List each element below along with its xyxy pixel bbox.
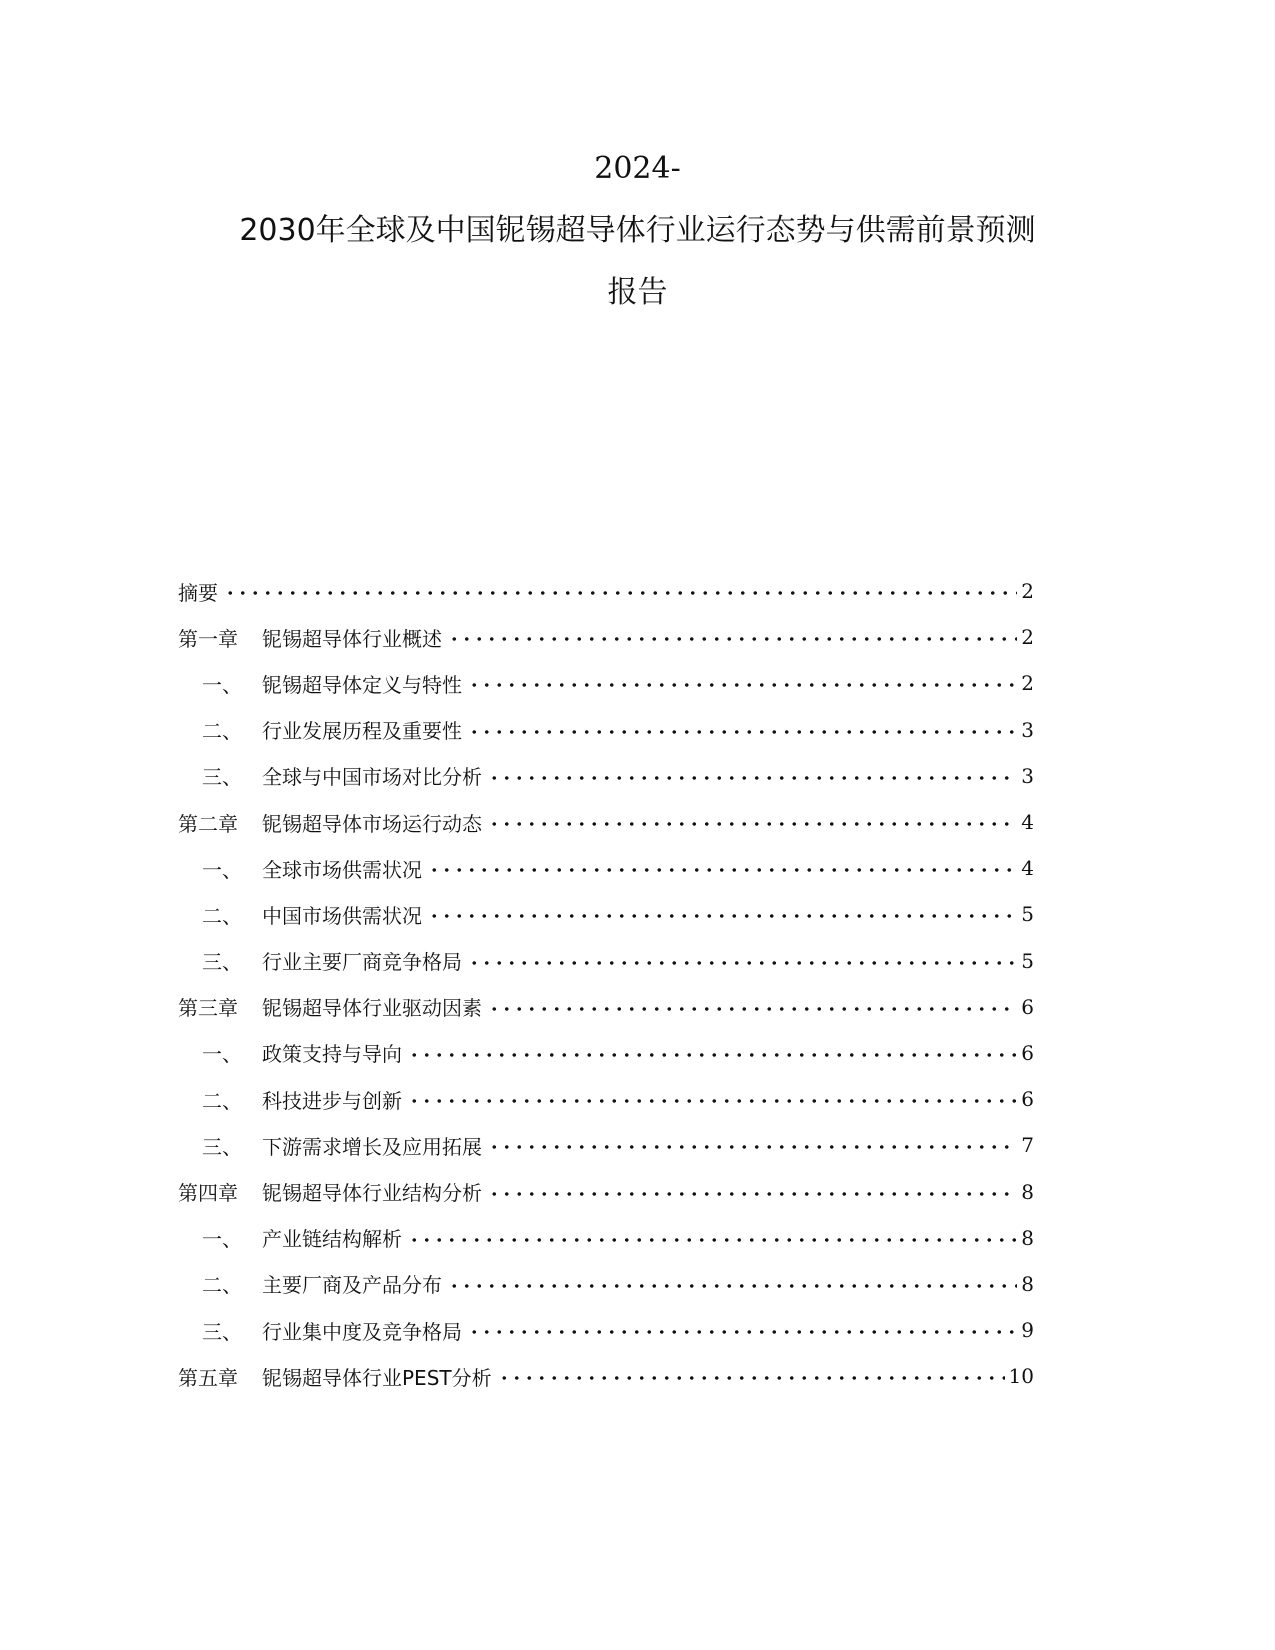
dot-leader [468, 1322, 1017, 1342]
dot-leader [488, 999, 1017, 1019]
toc-entry-page-number: 8 [1021, 1179, 1034, 1204]
toc-entry-title: 铌锡超导体行业驱动因素 [262, 996, 482, 1021]
toc-entry[interactable] [178, 1307, 1034, 1353]
dot-leader [488, 1184, 1017, 1204]
dot-leader [488, 814, 1017, 834]
dot-leader [224, 583, 1017, 603]
toc-entry-number: 第四章 [178, 1181, 238, 1206]
toc-entry-title: 政策支持与导向 [262, 1042, 402, 1067]
title-line-1: 2024- [594, 151, 681, 186]
dot-leader [488, 1137, 1017, 1157]
table-of-contents [178, 568, 1034, 1399]
toc-entry-number: 一、 [202, 1042, 242, 1067]
dot-leader [498, 1368, 1005, 1388]
toc-entry[interactable] [178, 614, 1034, 660]
toc-entry-title: 行业集中度及竞争格局 [262, 1319, 462, 1344]
toc-entry-page-number: 9 [1021, 1318, 1034, 1343]
dot-leader [408, 1230, 1017, 1250]
report-title [0, 138, 1275, 324]
toc-entry-number: 二、 [202, 719, 242, 744]
toc-entry-page-number: 8 [1021, 1225, 1034, 1250]
toc-entry-number: 第一章 [178, 626, 238, 651]
toc-entry-title: 科技进步与创新 [262, 1088, 402, 1113]
toc-entry-number: 第三章 [178, 996, 238, 1021]
toc-entry-title: 铌锡超导体市场运行动态 [262, 811, 482, 836]
toc-entry-title: 铌锡超导体行业概述 [262, 626, 442, 651]
toc-entry-page-number: 5 [1021, 902, 1034, 927]
toc-entry-number: 二、 [202, 1088, 242, 1113]
dot-leader [448, 1276, 1017, 1296]
toc-entry-number: 二、 [202, 903, 242, 928]
toc-entry-number: 二、 [202, 1273, 242, 1298]
toc-entry-page-number: 2 [1021, 579, 1034, 604]
toc-entry-page-number: 8 [1021, 1271, 1034, 1296]
toc-entry-title: 全球与中国市场对比分析 [262, 765, 482, 790]
toc-entry-number: 三、 [202, 1319, 242, 1344]
toc-entry-page-number: 6 [1021, 994, 1034, 1019]
toc-entry[interactable] [178, 1261, 1034, 1307]
dot-leader [408, 1091, 1017, 1111]
toc-entry-title: 铌锡超导体行业PEST分析 [262, 1365, 492, 1390]
dot-leader [428, 860, 1017, 880]
toc-entry-number: 第五章 [178, 1365, 238, 1390]
toc-entry-title: 全球市场供需状况 [262, 857, 422, 882]
toc-entry-title: 铌锡超导体定义与特性 [262, 672, 462, 697]
dot-leader [468, 953, 1017, 973]
toc-entry-number: 三、 [202, 765, 242, 790]
toc-entry-page-number: 4 [1021, 810, 1034, 835]
toc-entry[interactable] [178, 753, 1034, 799]
toc-entry-page-number: 5 [1021, 948, 1034, 973]
toc-entry[interactable] [178, 707, 1034, 753]
title-line-2: 2030年全球及中国铌锡超导体行业运行态势与供需前景预测 [239, 213, 1036, 248]
toc-entry-title: 产业链结构解析 [262, 1227, 402, 1252]
dot-leader [468, 722, 1017, 742]
toc-entry[interactable] [178, 1168, 1034, 1214]
toc-entry-page-number: 3 [1021, 763, 1034, 788]
toc-entry[interactable] [178, 568, 1034, 614]
dot-leader [448, 629, 1017, 649]
toc-entry-title: 摘要 [178, 580, 218, 605]
toc-entry-page-number: 2 [1021, 625, 1034, 650]
toc-entry[interactable] [178, 984, 1034, 1030]
toc-entry-title: 行业主要厂商竞争格局 [262, 950, 462, 975]
toc-entry[interactable] [178, 1076, 1034, 1122]
toc-entry-number: 一、 [202, 857, 242, 882]
toc-entry-title: 中国市场供需状况 [262, 903, 422, 928]
toc-entry-number: 三、 [202, 1134, 242, 1159]
dot-leader [408, 1045, 1017, 1065]
toc-entry-page-number: 10 [1008, 1364, 1034, 1389]
toc-entry[interactable] [178, 1122, 1034, 1168]
toc-entry-number: 第二章 [178, 811, 238, 836]
toc-entry-page-number: 6 [1021, 1040, 1034, 1065]
toc-entry-title: 铌锡超导体行业结构分析 [262, 1181, 482, 1206]
toc-entry-page-number: 6 [1021, 1087, 1034, 1112]
toc-entry-number: 一、 [202, 672, 242, 697]
toc-entry-number: 三、 [202, 950, 242, 975]
toc-entry-page-number: 4 [1021, 856, 1034, 881]
toc-entry[interactable] [178, 1215, 1034, 1261]
dot-leader [488, 768, 1017, 788]
toc-entry-title: 主要厂商及产品分布 [262, 1273, 442, 1298]
toc-entry[interactable] [178, 845, 1034, 891]
dot-leader [428, 906, 1017, 926]
toc-entry-page-number: 7 [1021, 1133, 1034, 1158]
toc-entry[interactable] [178, 891, 1034, 937]
dot-leader [468, 675, 1017, 695]
toc-entry-title: 行业发展历程及重要性 [262, 719, 462, 744]
title-line-3: 报告 [607, 275, 668, 310]
toc-entry[interactable] [178, 799, 1034, 845]
toc-entry-page-number: 3 [1021, 717, 1034, 742]
toc-entry-title: 下游需求增长及应用拓展 [262, 1134, 482, 1159]
toc-entry[interactable] [178, 1030, 1034, 1076]
toc-entry[interactable] [178, 660, 1034, 706]
toc-entry-page-number: 2 [1021, 671, 1034, 696]
toc-entry[interactable] [178, 1353, 1034, 1399]
toc-entry[interactable] [178, 938, 1034, 984]
toc-entry-number: 一、 [202, 1227, 242, 1252]
